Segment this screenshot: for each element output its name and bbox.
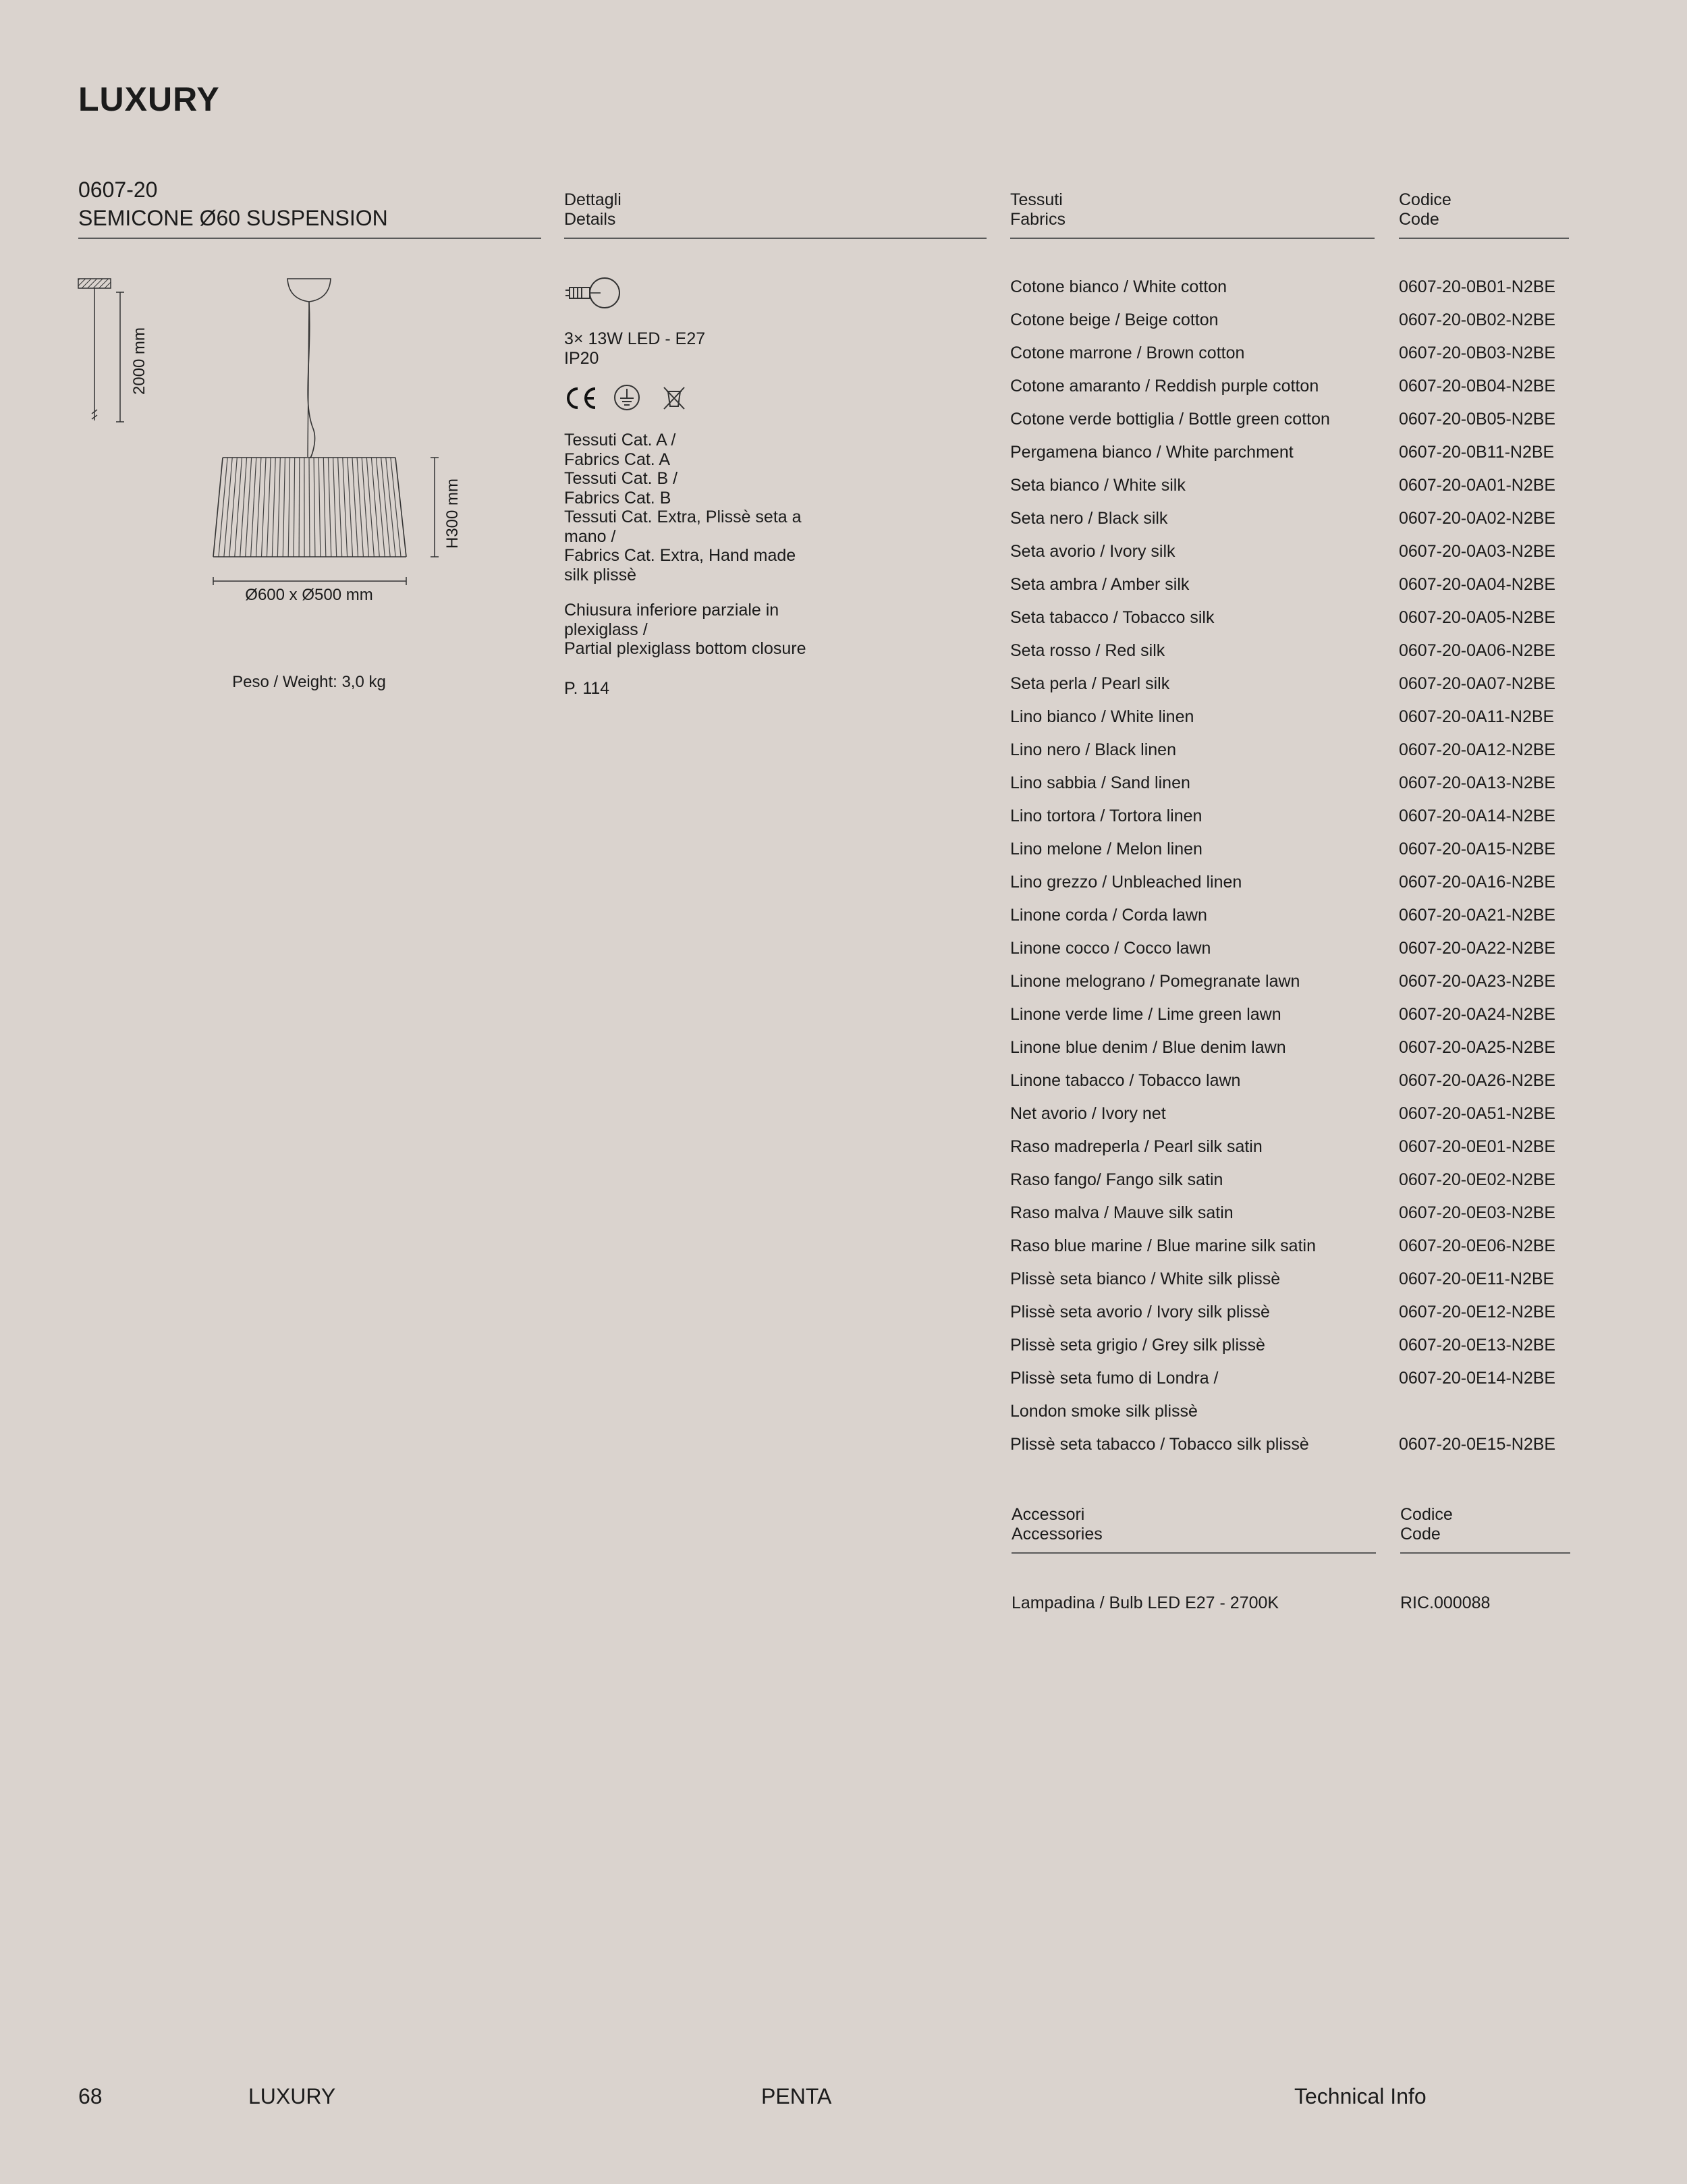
fabric-name: Linone cocco / Cocco lawn <box>1010 939 1211 958</box>
fabric-name: Lino nero / Black linen <box>1010 740 1176 759</box>
fabric-code: 0607-20-0E12-N2BE <box>1399 1303 1556 1321</box>
fabric-name: Lino melone / Melon linen <box>1010 840 1202 858</box>
lamp-specs <box>564 329 705 368</box>
fabric-code: 0607-20-0A23-N2BE <box>1399 972 1556 991</box>
accessory-code: RIC.000088 <box>1400 1593 1491 1612</box>
fabric-name: Net avorio / Ivory net <box>1010 1104 1166 1123</box>
fabric-name: Raso blue marine / Blue marine silk satin <box>1010 1236 1316 1255</box>
accessories-code-rule <box>1400 1552 1570 1554</box>
fabric-code: 0607-20-0A06-N2BE <box>1399 641 1556 660</box>
product-title <box>78 175 388 232</box>
earth-ground-icon <box>613 383 641 412</box>
fabric-name: Lino sabbia / Sand linen <box>1010 773 1190 792</box>
fabric-code: 0607-20-0A15-N2BE <box>1399 840 1556 858</box>
fabrics-rule <box>1010 238 1375 239</box>
fabric-name: Linone blue denim / Blue denim lawn <box>1010 1038 1286 1057</box>
fabric-name: Cotone bianco / White cotton <box>1010 277 1227 296</box>
fabrics-heading <box>1010 190 1066 229</box>
fabric-category-line: Tessuti Cat. B / <box>564 469 678 488</box>
fabric-name: Cotone verde bottiglia / Bottle green cotton <box>1010 410 1330 429</box>
fabric-name: Lino grezzo / Unbleached linen <box>1010 873 1242 892</box>
fabric-name: Seta bianco / White silk <box>1010 476 1186 495</box>
fabric-category-line: Tessuti Cat. A / <box>564 431 676 449</box>
fabric-code: 0607-20-0A11-N2BE <box>1399 707 1555 726</box>
fabric-name: Linone tabacco / Tobacco lawn <box>1010 1071 1241 1090</box>
fabric-name: Plissè seta bianco / White silk plissè <box>1010 1270 1281 1288</box>
details-heading-it: Dettagli <box>564 190 621 209</box>
fabric-code: 0607-20-0E11-N2BE <box>1399 1270 1555 1288</box>
fabric-name: Linone melograno / Pomegranate lawn <box>1010 972 1300 991</box>
fabric-name: Raso fango/ Fango silk satin <box>1010 1170 1223 1189</box>
code-rule <box>1399 238 1569 239</box>
certification-icons <box>563 382 698 413</box>
accessories-heading-en: Accessories <box>1012 1525 1103 1544</box>
code-heading-it: Codice <box>1399 190 1451 209</box>
height-label: H300 mm <box>443 478 462 549</box>
fabric-code: 0607-20-0B03-N2BE <box>1399 344 1556 362</box>
fabric-name: Linone corda / Corda lawn <box>1010 906 1207 925</box>
fabric-code: 0607-20-0B02-N2BE <box>1399 310 1556 329</box>
details-heading-en: Details <box>564 210 616 229</box>
fabric-code: 0607-20-0E02-N2BE <box>1399 1170 1556 1189</box>
weight-label: Peso / Weight: 3,0 kg <box>232 673 386 691</box>
fabric-code: 0607-20-0B04-N2BE <box>1399 377 1556 395</box>
closure-line: Partial plexiglass bottom closure <box>564 639 806 658</box>
fabric-code: 0607-20-0A01-N2BE <box>1399 476 1556 495</box>
fabric-code: 0607-20-0A07-N2BE <box>1399 674 1556 693</box>
closure-line: Chiusura inferiore parziale in <box>564 601 779 620</box>
fabric-code: 0607-20-0A24-N2BE <box>1399 1005 1556 1024</box>
fabric-code: 0607-20-0A21-N2BE <box>1399 906 1556 925</box>
diameter-dimension <box>213 577 406 585</box>
fabric-code: 0607-20-0B01-N2BE <box>1399 277 1556 296</box>
fabric-code: 0607-20-0A51-N2BE <box>1399 1104 1556 1123</box>
product-name: SEMICONE Ø60 SUSPENSION <box>78 206 388 230</box>
no-bin-icon <box>660 383 688 412</box>
fabric-name: Seta perla / Pearl silk <box>1010 674 1170 693</box>
fabric-code: 0607-20-0A16-N2BE <box>1399 873 1556 892</box>
details-heading <box>564 190 621 229</box>
fabric-name: Cotone beige / Beige cotton <box>1010 310 1219 329</box>
fabric-name: Cotone amaranto / Reddish purple cotton <box>1010 377 1319 395</box>
side-schematic <box>78 279 124 422</box>
lamp-front-view <box>213 279 406 557</box>
accessories-heading-it: Accessori <box>1012 1505 1085 1524</box>
accessories-heading <box>1012 1505 1103 1544</box>
fabric-name: Cotone marrone / Brown cotton <box>1010 344 1245 362</box>
fabric-code: 0607-20-0A02-N2BE <box>1399 509 1556 528</box>
footer-brand: PENTA <box>761 2084 832 2108</box>
closure-line: plexiglass / <box>564 620 648 639</box>
shade-pleats <box>219 458 401 557</box>
fabric-code: 0607-20-0E01-N2BE <box>1399 1137 1556 1156</box>
fabric-code: 0607-20-0B11-N2BE <box>1399 443 1555 462</box>
footer-section: LUXURY <box>248 2084 336 2108</box>
closure-note <box>564 601 806 659</box>
fabric-code: 0607-20-0A22-N2BE <box>1399 939 1556 958</box>
fabric-code: 0607-20-0E14-N2BE <box>1399 1369 1556 1388</box>
product-code: 0607-20 <box>78 178 158 202</box>
fabric-name: Plissè seta fumo di Londra / <box>1010 1369 1219 1388</box>
fabric-code: 0607-20-0A26-N2BE <box>1399 1071 1556 1090</box>
fabric-code: 0607-20-0A13-N2BE <box>1399 773 1556 792</box>
fabric-name: London smoke silk plissè <box>1010 1402 1198 1421</box>
fabric-name: Seta avorio / Ivory silk <box>1010 542 1176 561</box>
fabric-category-line: silk plissè <box>564 565 636 584</box>
product-rule <box>78 238 541 239</box>
details-rule <box>564 238 987 239</box>
footer-chapter: Technical Info <box>1294 2084 1427 2108</box>
ip-rating: IP20 <box>564 348 599 368</box>
fabric-category-line: Tessuti Cat. Extra, Plissè seta a <box>564 508 802 526</box>
lamp-power: 3× 13W LED - E27 <box>564 329 706 348</box>
brand-title: LUXURY <box>78 80 220 118</box>
fabric-category-line: Fabrics Cat. B <box>564 488 671 508</box>
diameter-label: Ø600 x Ø500 mm <box>245 586 373 604</box>
fabric-category-line: Fabrics Cat. A <box>564 449 670 469</box>
fabric-categories <box>564 431 802 584</box>
accessories-code-heading-en: Code <box>1400 1525 1441 1544</box>
fabric-code: 0607-20-0A12-N2BE <box>1399 740 1556 759</box>
fabric-code: 0607-20-0A14-N2BE <box>1399 807 1556 825</box>
cable-length-label: 2000 mm <box>130 327 148 395</box>
fabric-category-line: Fabrics Cat. Extra, Hand made <box>564 546 796 565</box>
accessory-name: Lampadina / Bulb LED E27 - 2700K <box>1012 1593 1279 1612</box>
fabric-name: Seta nero / Black silk <box>1010 509 1168 528</box>
fabric-code: 0607-20-0E03-N2BE <box>1399 1203 1556 1222</box>
page-reference: P. 114 <box>564 679 610 698</box>
fabric-name: Lino bianco / White linen <box>1010 707 1194 726</box>
fabric-code: 0607-20-0E13-N2BE <box>1399 1336 1556 1355</box>
accessories-rule <box>1012 1552 1376 1554</box>
fabric-code: 0607-20-0A25-N2BE <box>1399 1038 1556 1057</box>
fabric-code: 0607-20-0A03-N2BE <box>1399 542 1556 561</box>
fabric-code: 0607-20-0A05-N2BE <box>1399 608 1556 627</box>
fabric-code: 0607-20-0E06-N2BE <box>1399 1236 1556 1255</box>
fabric-name: Pergamena bianco / White parchment <box>1010 443 1294 462</box>
accessories-code-heading <box>1400 1505 1453 1544</box>
height-dimension <box>431 458 439 557</box>
fabric-code: 0607-20-0A04-N2BE <box>1399 575 1556 594</box>
fabric-name: Lino tortora / Tortora linen <box>1010 807 1202 825</box>
accessories-code-heading-it: Codice <box>1400 1505 1453 1524</box>
ce-mark-icon <box>563 385 599 412</box>
fabric-name: Plissè seta grigio / Grey silk plissè <box>1010 1336 1265 1355</box>
technical-drawing <box>74 267 462 699</box>
fabric-name: Raso madreperla / Pearl silk satin <box>1010 1137 1263 1156</box>
code-heading <box>1399 190 1451 229</box>
fabric-name: Plissè seta avorio / Ivory silk plissè <box>1010 1303 1270 1321</box>
fabric-name: Seta rosso / Red silk <box>1010 641 1165 660</box>
bulb-icon <box>563 275 624 310</box>
code-heading-en: Code <box>1399 210 1439 229</box>
fabrics-heading-en: Fabrics <box>1010 210 1066 229</box>
fabric-code: 0607-20-0E15-N2BE <box>1399 1435 1556 1454</box>
fabric-name: Linone verde lime / Lime green lawn <box>1010 1005 1281 1024</box>
fabrics-heading-it: Tessuti <box>1010 190 1063 209</box>
fabric-name: Plissè seta tabacco / Tobacco silk plissè <box>1010 1435 1309 1454</box>
page-number: 68 <box>78 2084 103 2108</box>
fabric-name: Seta tabacco / Tobacco silk <box>1010 608 1215 627</box>
fabric-category-line: mano / <box>564 526 616 546</box>
fabric-name: Raso malva / Mauve silk satin <box>1010 1203 1234 1222</box>
fabric-name: Seta ambra / Amber silk <box>1010 575 1190 594</box>
fabric-code: 0607-20-0B05-N2BE <box>1399 410 1556 429</box>
